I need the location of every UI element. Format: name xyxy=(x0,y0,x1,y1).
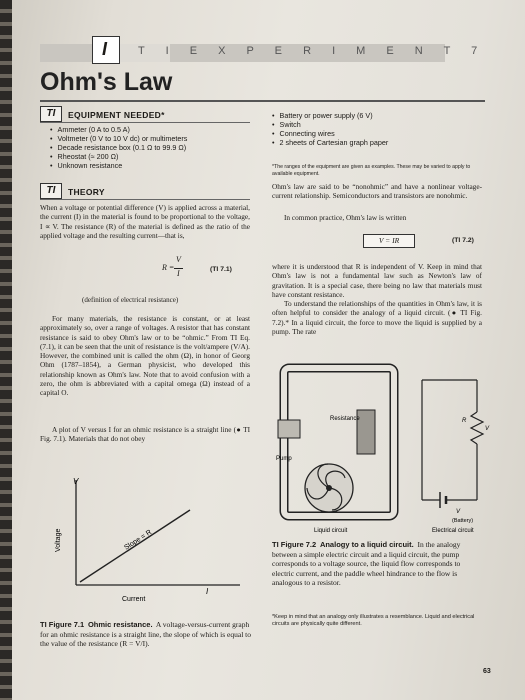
equation-7-1 xyxy=(162,255,181,278)
theory-paragraph-2: For many materials, the resistance is constant, or at least approximately so, over a range of voltages. A resistor that has constant resistance is said to obey Ohm's law or to be “ohmic.” From TI Eq. (7.1), it can be seen that the unit of resistance is the volt/ampere (V/A). However, the combined unit is called the ohm (Ω), in honor of Georg Ohm (1787–1854), a German physicist, who developed this relationship known as Ohm's law. Note that to avoid confusion with a zero, the ohm is abbreviated with a capital omega (Ω) instead of a capital O. xyxy=(40,314,250,398)
pump-body xyxy=(278,420,300,438)
page-number: 63 xyxy=(483,668,491,675)
battery-label: (Battery) xyxy=(452,518,474,524)
figure-title: Ohmic resistance. xyxy=(87,620,153,629)
figure-title: Analogy to a liquid circuit. xyxy=(319,540,414,549)
icon-label: I xyxy=(102,39,108,59)
equipment-heading: EQUIPMENT NEEDED* xyxy=(68,110,165,120)
theory-right-paragraph-1: Ohm's law are said to be “nonohmic” and have a nonlinear voltage-current relationship. Semiconductors and transistors are nonohmic. xyxy=(272,182,482,201)
figure-7-2-footnote: *Keep in mind that an analogy only illustrates a resemblance. Liquid and electrical circuits are physically quite different. xyxy=(272,614,475,627)
theory-paragraph-3: A plot of V versus I for an ohmic resistance is a straight line (● TI Fig. 7.1). Materials that do not obey xyxy=(40,425,250,444)
axis-i-label: I xyxy=(206,587,209,596)
figure-number: TI Figure 7.1 xyxy=(40,620,85,629)
slope-label: Slope = R xyxy=(123,528,154,552)
equation-7-1-caption: (definition of electrical resistance) xyxy=(82,296,179,304)
equipment-ti-badge: TI xyxy=(40,106,62,122)
theory-heading: THEORY xyxy=(68,187,105,197)
list-item: • Decade resistance box (0.1 Ω to 99.9 Ω) xyxy=(50,143,260,152)
equation-lhs: R = xyxy=(162,263,175,272)
resistor-symbol xyxy=(471,412,483,444)
figure-text: A voltage-versus-current graph for an ohmic resistance is a straight line, the slope of which is equal to the value of the resistance (R = V/I). xyxy=(40,620,251,648)
equation-numerator: V xyxy=(176,255,181,264)
experiment-icon xyxy=(92,36,120,64)
equipment-footnote: *The ranges of the equipment are given as examples. These may be varied to apply to available equipment. xyxy=(272,164,471,177)
figure-text: In the analogy between a simple electric circuit and a liquid circuit, the pump corresponds to a voltage source, the liquid flow corresponds to electric current, and the paddle wheel hindrance to the flow is analogous to a resistor. xyxy=(272,540,461,587)
paddle-hub xyxy=(326,485,332,491)
figure-7-2-caption xyxy=(272,540,482,588)
electrical-circuit-label: Electrical circuit xyxy=(432,528,474,534)
figure-number: TI Figure 7.2 xyxy=(272,540,317,549)
theory-rule xyxy=(40,199,250,200)
list-item: • Battery or power supply (6 V) xyxy=(272,111,472,120)
theory-right-paragraph-2: In common practice, Ohm's law is written xyxy=(284,213,407,222)
battery-v-label: V xyxy=(456,509,461,515)
figure-7-1-graph xyxy=(40,470,255,615)
list-item: • Switch xyxy=(272,120,472,129)
resistance-label: Resistance xyxy=(330,416,360,422)
liquid-circuit-label: Liquid circuit xyxy=(314,528,348,534)
title-divider xyxy=(40,100,485,102)
experiment-label: T I E X P E R I M E N T 7 xyxy=(138,45,487,57)
figure-7-1-caption xyxy=(40,620,255,649)
resistance-constriction xyxy=(357,410,375,454)
list-item: • Unknown resistance xyxy=(50,161,260,170)
resistor-v-label: V xyxy=(485,426,490,432)
equation-7-1-tag: (TI 7.1) xyxy=(210,266,232,273)
list-item: • 2 sheets of Cartesian graph paper xyxy=(272,138,472,147)
equation-denominator: I xyxy=(177,269,180,278)
list-item: • Rheostat (≈ 200 Ω) xyxy=(50,152,260,161)
theory-paragraph-1: When a voltage or potential difference (V) is applied across a material, the current (I) in the material is found to be proportional to the voltage, I ∝ V. The resistance (R) of the material is defined as the ratio of the applied voltage and the resulting current—that is, xyxy=(40,203,250,240)
resistor-r-label: R xyxy=(462,418,467,424)
theory-ti-badge: TI xyxy=(40,183,62,199)
figure-7-2-diagram xyxy=(272,360,497,535)
equipment-list-left xyxy=(50,125,260,170)
list-item: • Ammeter (0 A to 0.5 A) xyxy=(50,125,260,134)
spiral-binding xyxy=(0,0,12,700)
x-axis-title: Current xyxy=(122,596,146,603)
equation-7-2: V = IR xyxy=(363,234,415,248)
axis-v-label: V xyxy=(73,477,79,486)
list-item: • Connecting wires xyxy=(272,129,472,138)
equipment-rule xyxy=(40,122,250,123)
equipment-list-right xyxy=(272,111,472,147)
theory-right-paragraph-3: where it is understood that R is independent of V. Keep in mind that Ohm's law is not a fundamental law such as Newton's law of gravitation. It is a special case, there being no law that materials must have constant resistance. xyxy=(272,262,482,299)
list-item: • Voltmeter (0 V to 10 V dc) or multimeters xyxy=(50,134,260,143)
page-title: Ohm's Law xyxy=(40,68,173,96)
equation-7-2-tag: (TI 7.2) xyxy=(452,237,474,244)
y-axis-title: Voltage xyxy=(55,528,62,552)
pump-label: Pump xyxy=(276,456,292,462)
theory-right-paragraph-4: To understand the relationships of the quantities in Ohm's law, it is often helpful to consider the analogy of a liquid circuit. (● TI Fig. 7.2).* In a liquid circuit, the force to move the liquid is supplied by a pump. The rate xyxy=(272,299,482,336)
